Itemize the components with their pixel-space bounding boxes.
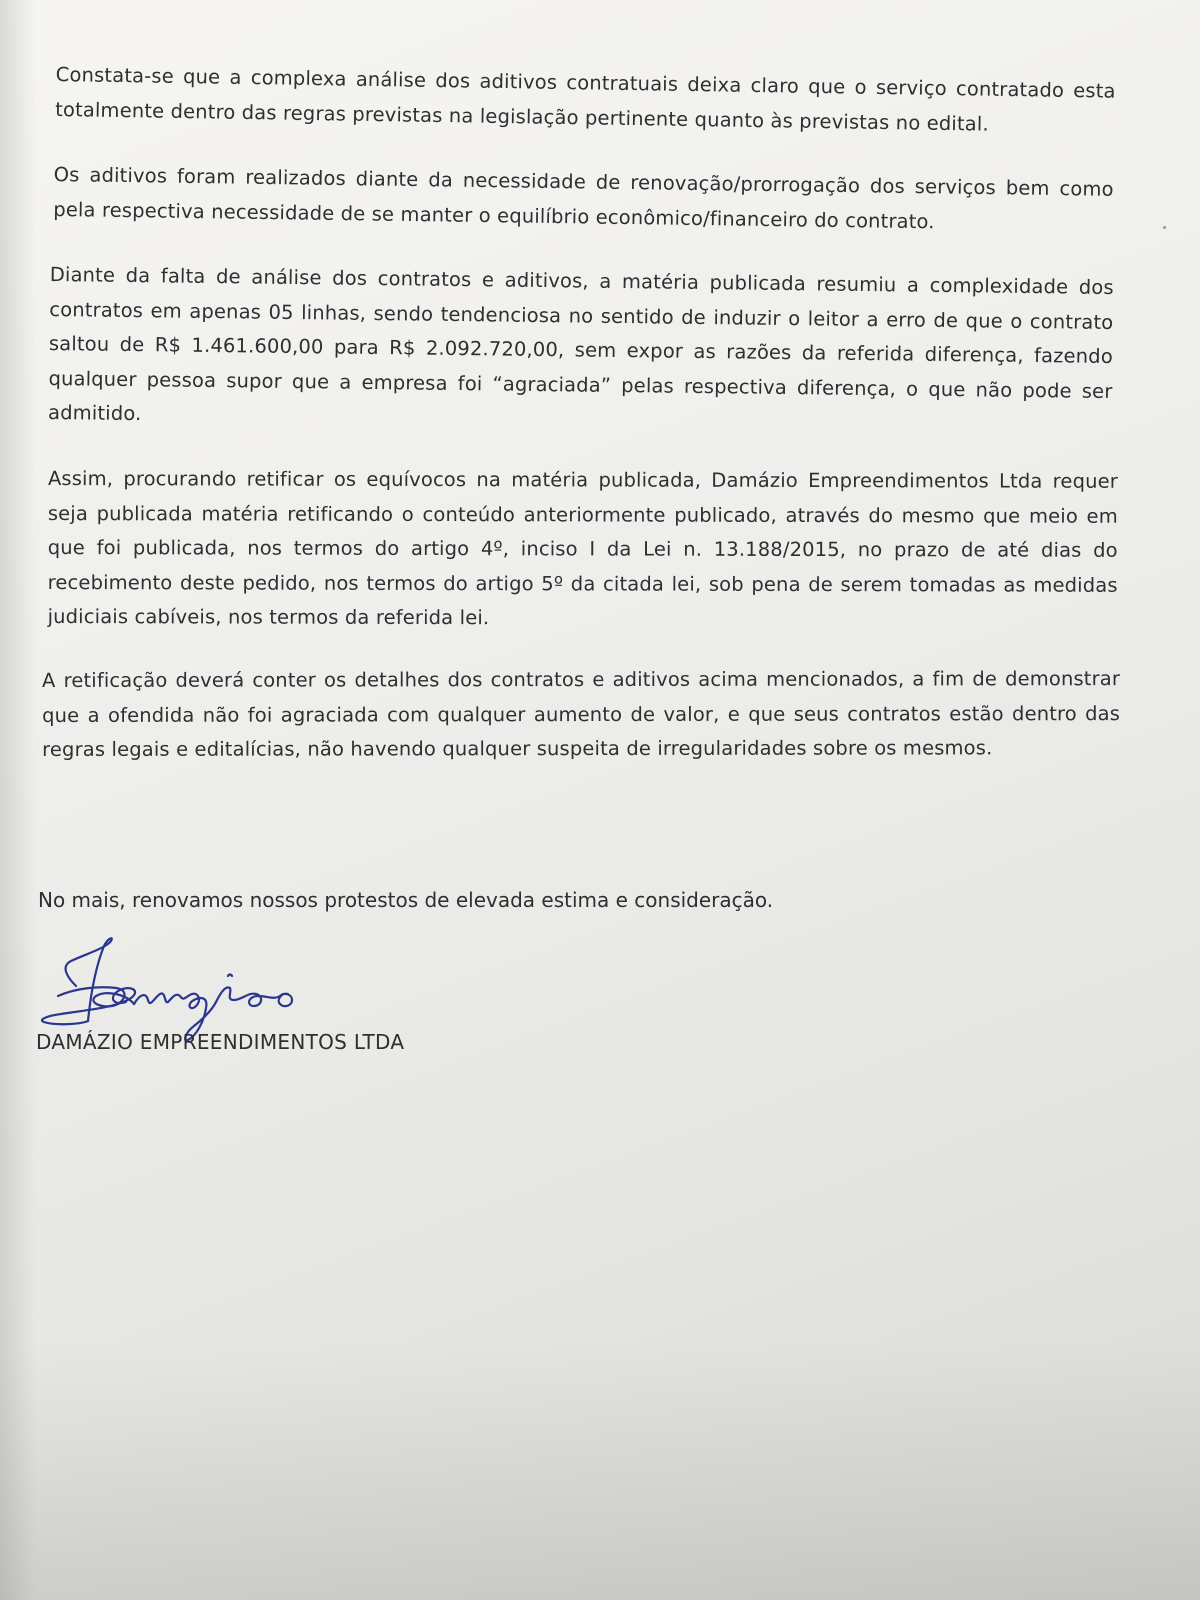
page-shadow-bottom (0, 1340, 1200, 1600)
paragraph-falta-analise: Diante da falta de análise dos contratos e aditivos, a matéria publicada resumiu a complexidade dos contratos em apenas 05 linhas, sendo tendenciosa no sentido de induzir o leitor a erro de que o contrato saltou de R$ 1.461.600,00 para R$ 2.092.720,00, sem expor as razões da referida diferença, fazendo qualquer pessoa supor que a empresa foi “agraciada” pelas respectiva diferença, o que não pode ser admitido. (47, 262, 1114, 426)
closing-line: No mais, renovamos nossos protestos de elevada estima e consideração. (38, 888, 774, 912)
company-name: DAMÁZIO EMPREENDIMENTOS LTDA (36, 1030, 405, 1054)
paragraph-retificacao-request: Assim, procurando retificar os equívocos na matéria publicada, Damázio Empreendimentos Ltda requer seja publicada matéria retificando o conteúdo anteriormente publicado, através do mesmo que meio em que foi publicada, nos termos do artigo 4º, inciso I da Lei n. 13.188/2015, no prazo de até dias do recebimento deste pedido, nos termos do artigo 5º da citada lei, sob pena de serem tomadas as medidas judiciais cabíveis, nos termos da referida lei. (47, 466, 1118, 630)
paragraph-analysis: Constata-se que a complexa análise dos aditivos contratuais deixa claro que o serviço contratado esta totalmente dentro das regras previstas na legislação pertinente quanto às previstas no edital. (55, 62, 1116, 136)
paper-speck (1163, 226, 1166, 229)
page-shadow-left (0, 0, 36, 1600)
paragraph-aditivos: Os aditivos foram realizados diante da necessidade de renovação/prorrogação dos serviços bem como pela respectiva necessidade de se manter o equilíbrio econômico/financeiro do contrato. (53, 162, 1114, 233)
paragraph-retificacao-content: A retificação deverá conter os detalhes dos contratos e aditivos acima mencionados, a fim de demonstrar que a ofendida não foi agraciada com qualquer aumento de valor, e que seus contratos estão dentro das regras legais e editalícias, não havendo qualquer suspeita de irregularidades sobre os mesmos. (42, 667, 1121, 761)
